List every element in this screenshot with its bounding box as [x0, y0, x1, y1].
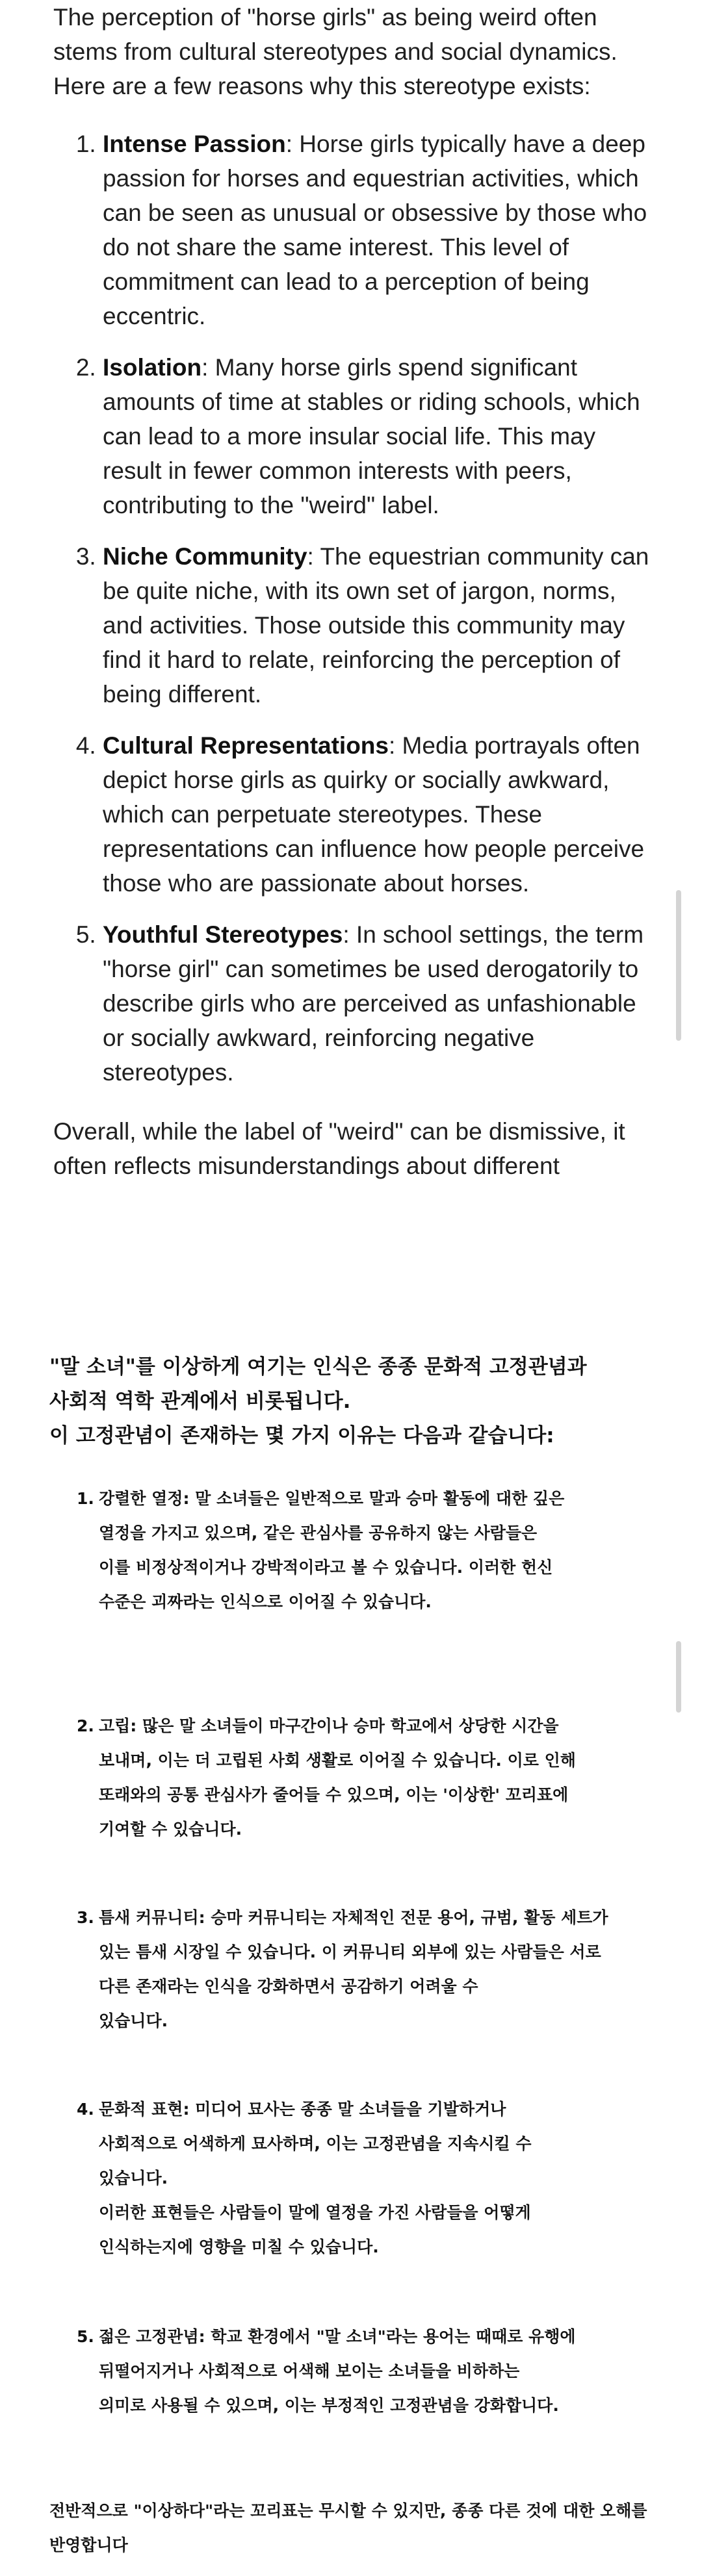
item-line: 이를 비정상적이거나 강박적이라고 볼 수 있습니다. 이러한 헌신	[99, 1558, 553, 1577]
korean-outro-line: 전반적으로 "이상하다"라는 꼬리표는 무시할 수 있지만, 종종 다른 것에 대한 오해를	[49, 2501, 647, 2520]
korean-outro	[49, 2493, 660, 2562]
item-text: : Many horse girls spend significant amounts of time at stables or riding schools, which can lead to a more insular social life. This may result in fewer common interests with peers, contributing to the "weird" label.	[103, 354, 640, 518]
scrollbar-thumb[interactable]	[676, 890, 681, 1041]
item-number: 3.	[77, 1908, 94, 1927]
english-intro: The perception of "horse girls" as being weird often stems from cultural stereotypes and social dynamics. Here are a few reasons why this stereotype exists:	[53, 4, 618, 99]
korean-list-item	[77, 1900, 649, 2038]
list-item	[103, 350, 651, 522]
item-line: 기여할 수 있습니다.	[99, 1820, 242, 1839]
item-line: 또래와의 공통 관심사가 줄어들 수 있으며, 이는 '이상한' 꼬리표에	[99, 1785, 569, 1804]
list-item	[103, 917, 651, 1090]
item-title: Isolation	[103, 354, 202, 381]
korean-outro-line: 반영합니다	[49, 2536, 128, 2555]
list-item	[103, 728, 651, 900]
item-line: 수준은 괴짜라는 인식으로 이어질 수 있습니다.	[99, 1592, 432, 1611]
item-line: 강렬한 열정: 말 소녀들은 일반적으로 말과 승마 활동에 대한 깊은	[99, 1489, 565, 1508]
item-number: 1.	[77, 1489, 94, 1508]
item-number: 5.	[77, 2327, 94, 2346]
korean-list-item	[77, 1709, 649, 1846]
item-title: Youthful Stereotypes	[103, 921, 343, 948]
korean-intro-line: 이 고정관념이 존재하는 몇 가지 이유는 다음과 같습니다:	[49, 1424, 554, 1447]
list-item	[103, 539, 651, 711]
item-line: 보내며, 이는 더 고립된 사회 생활로 이어질 수 있습니다. 이로 인해	[99, 1751, 576, 1770]
korean-list-item	[77, 2092, 649, 2264]
korean-list-item	[77, 1481, 649, 1619]
item-line: 다른 존재라는 인식을 강화하면서 공감하기 어려울 수	[99, 1977, 478, 1996]
korean-intro-line: 사회적 역학 관계에서 비롯됩니다.	[49, 1390, 351, 1413]
item-line: 사회적으로 어색하게 묘사하며, 이는 고정관념을 지속시킬 수	[99, 2134, 532, 2153]
item-line: 의미로 사용될 수 있으며, 이는 부정적인 고정관념을 강화합니다.	[99, 2396, 559, 2415]
item-line: 뒤떨어지거나 사회적으로 어색해 보이는 소녀들을 비하하는	[99, 2362, 520, 2380]
korean-list-item	[77, 2319, 649, 2423]
item-line: 문화적 표현: 미디어 묘사는 종종 말 소녀들을 기발하거나	[99, 2100, 506, 2119]
korean-intro	[49, 1350, 660, 1453]
english-reasons-list	[53, 127, 651, 1090]
scrollbar-thumb[interactable]	[676, 1641, 681, 1713]
english-response	[53, 0, 651, 1183]
item-title: Cultural Representations	[103, 732, 389, 759]
item-line: 있습니다.	[99, 2011, 168, 2030]
item-line: 틈새 커뮤니티: 승마 커뮤니티는 자체적인 전문 용어, 규범, 활동 세트가	[99, 1908, 608, 1927]
item-text: : Media portrayals often depict horse girls as quirky or socially awkward, which can perpetuate stereotypes. These representations can influence how people perceive those who are passionate about horses.	[103, 732, 645, 897]
item-line: 이러한 표현들은 사람들이 말에 열정을 가진 사람들을 어떻게	[99, 2203, 531, 2222]
item-line: 있는 틈새 시장일 수 있습니다. 이 커뮤니티 외부에 있는 사람들은 서로	[99, 1943, 601, 1961]
item-text: : The equestrian community can be quite niche, with its own set of jargon, norms, and activities. Those outside this community may find it hard to relate, reinforcing the perception of being different.	[103, 543, 649, 708]
korean-intro-line: "말 소녀"를 이상하게 여기는 인식은 종종 문화적 고정관념과	[49, 1355, 587, 1379]
item-line: 고립: 많은 말 소녀들이 마구간이나 승마 학교에서 상당한 시간을	[99, 1716, 559, 1735]
item-line: 젊은 고정관념: 학교 환경에서 "말 소녀"라는 용어는 때때로 유행에	[99, 2327, 576, 2346]
item-text: : In school settings, the term "horse girl" can sometimes be used derogatorily to describe girls who are perceived as unfashionable or socially awkward, reinforcing negative stereotypes.	[103, 921, 644, 1086]
item-line: 인식하는지에 영향을 미칠 수 있습니다.	[99, 2238, 379, 2256]
item-number: 4.	[77, 2100, 94, 2119]
item-line: 있습니다.	[99, 2169, 168, 2187]
item-line: 열정을 가지고 있으며, 같은 관심사를 공유하지 않는 사람들은	[99, 1524, 538, 1542]
english-outro: Overall, while the label of "weird" can be dismissive, it often reflects misunderstandings about different	[53, 1118, 625, 1179]
list-item	[103, 127, 651, 333]
item-title: Niche Community	[103, 543, 307, 570]
item-text: : Horse girls typically have a deep passion for horses and equestrian activities, which can be seen as unusual or obsessive by those who do not share the same interest. This level of commitment can lead to a perception of being eccentric.	[103, 131, 647, 329]
item-title: Intense Passion	[103, 131, 286, 157]
item-number: 2.	[77, 1716, 94, 1735]
